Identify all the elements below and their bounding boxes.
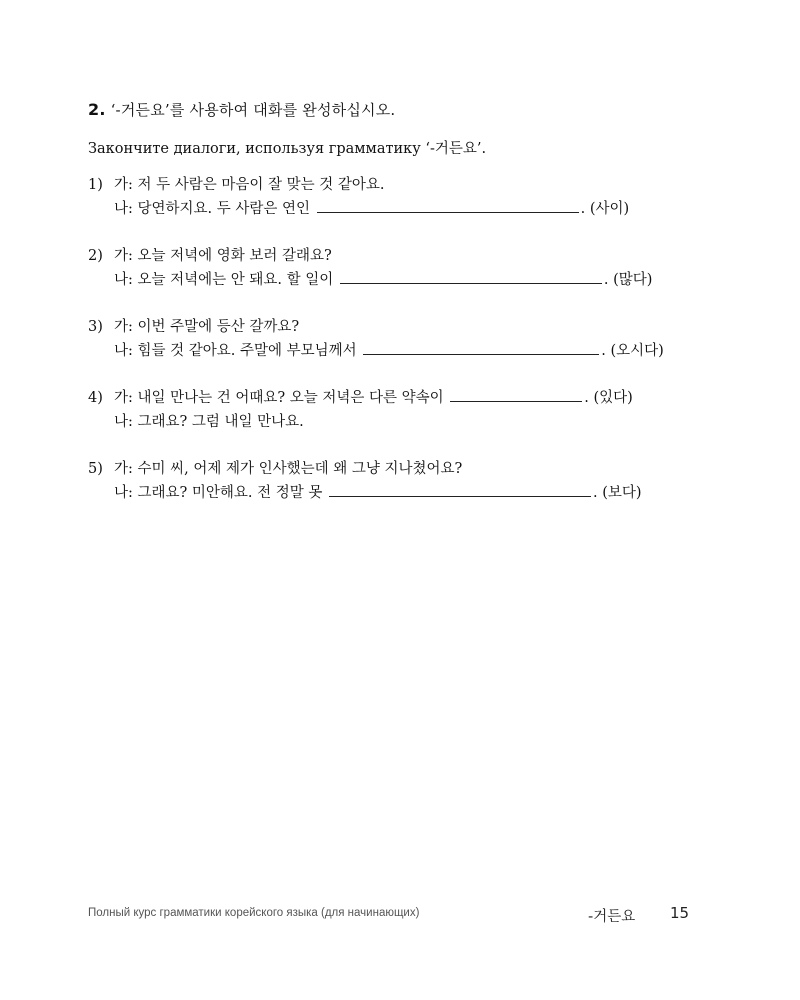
dialogue-item-4 [88, 386, 708, 434]
speaker-a-text: 가: 수미 씨, 어제 제가 인사했는데 왜 그냥 지나쳤어요? [114, 461, 463, 477]
exercise-instruction-korean: ‘-거든요’를 사용하여 대화를 완성하십시오. [110, 101, 396, 119]
dialogue-item-2 [88, 244, 708, 292]
speaker-b-text: 나: 당연하지요. 두 사람은 연인 [114, 201, 311, 217]
exercise-instruction-russian: Закончите диалоги, используя грамматику ‘-거든요’. [88, 141, 487, 157]
dialogue-item-1 [88, 173, 708, 221]
footer-book-title: Полный курс грамматики корейского языка (для начинающих) [88, 907, 420, 919]
speaker-a-text: 가: 이번 주말에 등산 갈까요? [114, 319, 300, 335]
hint-text: . (많다) [603, 272, 653, 288]
speaker-a-text: 가: 저 두 사람은 마음이 잘 맞는 것 같아요. [114, 177, 385, 193]
speaker-a-text: 가: 오늘 저녁에 영화 보러 갈래요? [114, 248, 332, 264]
dialogue-line-b [88, 481, 708, 505]
dialogue-item-3 [88, 315, 708, 363]
dialogue-line-a [88, 173, 708, 197]
item-number: 5) [88, 461, 103, 477]
answer-blank[interactable] [317, 197, 579, 213]
dialogue-line-a [88, 457, 708, 481]
speaker-b-text: 나: 그래요? 미안해요. 전 정말 못 [114, 485, 323, 501]
speaker-b-text: 나: 오늘 저녁에는 안 돼요. 할 일이 [114, 272, 334, 288]
dialogue-line-a [88, 386, 708, 410]
speaker-a-text: 가: 내일 만나는 건 어때요? 오늘 저녁은 다른 약속이 [114, 390, 444, 406]
speaker-b-text: 나: 힘들 것 같아요. 주말에 부모님께서 [114, 343, 357, 359]
hint-text: . (사이) [580, 201, 630, 217]
dialogue-line-a [88, 315, 708, 339]
item-number: 3) [88, 319, 103, 335]
dialogue-line-b [88, 339, 708, 363]
page-number: 15 [670, 904, 690, 922]
exercise-number: 2. [88, 100, 106, 119]
answer-blank[interactable] [329, 481, 591, 497]
dialogue-item-5 [88, 457, 708, 505]
hint-text: . (오시다) [601, 343, 664, 359]
hint-text: . (보다) [593, 485, 642, 501]
item-number: 2) [88, 248, 103, 264]
dialogue-line-a [88, 244, 708, 268]
answer-blank[interactable] [450, 386, 582, 402]
item-number: 4) [88, 390, 103, 406]
dialogue-line-b [88, 410, 708, 434]
answer-blank[interactable] [340, 268, 602, 284]
item-number: 1) [88, 177, 103, 193]
answer-blank[interactable] [363, 339, 599, 355]
footer-topic: -거든요 [588, 909, 636, 925]
exercise-title [88, 99, 395, 120]
dialogue-line-b [88, 268, 708, 292]
dialogue-line-b [88, 197, 708, 221]
speaker-b-text: 나: 그래요? 그럼 내일 만나요. [114, 414, 304, 430]
hint-text: . (있다) [584, 390, 633, 406]
